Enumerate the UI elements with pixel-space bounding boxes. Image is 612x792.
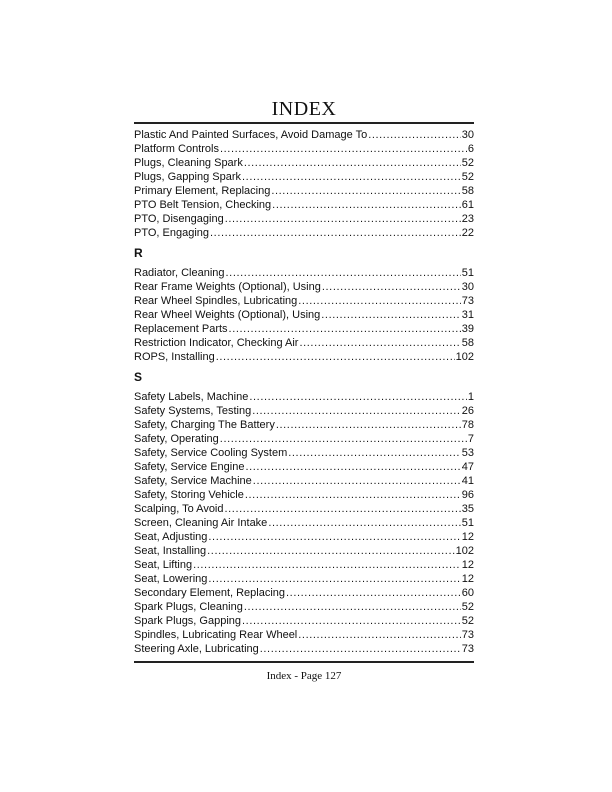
index-entry [134, 390, 474, 404]
entry-label: Scalping, To Avoid [134, 503, 224, 515]
dot-leader [252, 404, 461, 418]
entry-page-number: 12 [461, 573, 474, 585]
dot-leader [245, 460, 460, 474]
index-entry [134, 404, 474, 418]
dot-leader [220, 432, 467, 446]
dot-leader [244, 600, 461, 614]
dot-leader [220, 142, 467, 156]
entry-page-number: 73 [461, 629, 474, 641]
page-footer: Index - Page 127 [266, 670, 342, 682]
entry-page-number: 102 [455, 351, 474, 363]
dot-leader [368, 128, 461, 142]
entry-label: Safety, Charging The Battery [134, 419, 275, 431]
entry-label: Safety, Service Machine [134, 475, 252, 487]
entry-label: Seat, Lifting [134, 559, 193, 571]
entry-page-number: 52 [461, 601, 474, 613]
entry-page-number: 96 [461, 489, 474, 501]
dot-leader [208, 530, 460, 544]
entry-label: Screen, Cleaning Air Intake [134, 517, 268, 529]
entry-label: Steering Axle, Lubricating [134, 643, 259, 655]
entry-page-number: 22 [461, 227, 474, 239]
entry-page-number: 58 [461, 337, 474, 349]
index-entry [134, 642, 474, 656]
entry-label: Safety, Operating [134, 433, 219, 445]
entry-page-number: 61 [461, 199, 474, 211]
dot-leader [286, 586, 461, 600]
entry-page-number: 60 [461, 587, 474, 599]
index-entry [134, 460, 474, 474]
index-entry [134, 488, 474, 502]
dot-leader [208, 572, 460, 586]
index-entry [134, 614, 474, 628]
index-entry [134, 432, 474, 446]
index-entry [134, 572, 474, 586]
dot-leader [245, 488, 461, 502]
dot-leader [288, 446, 461, 460]
entry-page-number: 1 [467, 391, 474, 403]
entry-page-number: 7 [467, 433, 474, 445]
dot-leader [242, 170, 461, 184]
entry-label: Seat, Lowering [134, 573, 208, 585]
entry-label: Plugs, Cleaning Spark [134, 157, 243, 169]
index-entry [134, 544, 474, 558]
index-entry [134, 294, 474, 308]
index-entry [134, 170, 474, 184]
entry-page-number: 30 [461, 281, 474, 293]
entry-label: Safety, Storing Vehicle [134, 489, 244, 501]
dot-leader [225, 212, 461, 226]
dot-leader [207, 544, 454, 558]
entry-page-number: 12 [461, 559, 474, 571]
index-entry [134, 266, 474, 280]
index-entry [134, 280, 474, 294]
entry-label: Spark Plugs, Cleaning [134, 601, 243, 613]
entry-label: Seat, Adjusting [134, 531, 208, 543]
section-letter: R [134, 246, 143, 260]
entry-label: PTO, Engaging [134, 227, 210, 239]
entry-page-number: 52 [461, 157, 474, 169]
entry-label: PTO, Disengaging [134, 213, 224, 225]
entry-page-number: 52 [461, 615, 474, 627]
entry-label: Rear Frame Weights (Optional), Using [134, 281, 321, 293]
entry-page-number: 58 [461, 185, 474, 197]
entry-label: Safety, Service Engine [134, 461, 245, 473]
entry-page-number: 47 [461, 461, 474, 473]
index-entry [134, 446, 474, 460]
index-entry [134, 474, 474, 488]
entry-label: Spark Plugs, Gapping [134, 615, 242, 627]
index-entry [134, 156, 474, 170]
dot-leader [298, 628, 460, 642]
entry-label: ROPS, Installing [134, 351, 215, 363]
index-entry [134, 530, 474, 544]
entry-label: Safety Systems, Testing [134, 405, 252, 417]
index-entry [134, 184, 474, 198]
entry-page-number: 26 [461, 405, 474, 417]
entry-label: Radiator, Cleaning [134, 267, 225, 279]
entry-label: Secondary Element, Replacing [134, 587, 286, 599]
entry-label: Rear Wheel Spindles, Lubricating [134, 295, 298, 307]
entry-page-number: 6 [467, 143, 474, 155]
dot-leader [321, 308, 460, 322]
index-entry [134, 628, 474, 642]
dot-leader [229, 322, 461, 336]
entry-page-number: 30 [461, 129, 474, 141]
entry-page-number: 53 [461, 447, 474, 459]
dot-leader [249, 390, 467, 404]
entry-page-number: 35 [461, 503, 474, 515]
index-entry [134, 212, 474, 226]
dot-leader [216, 350, 455, 364]
index-entry [134, 558, 474, 572]
top-divider [134, 122, 474, 124]
index-entry [134, 516, 474, 530]
entry-page-number: 31 [461, 309, 474, 321]
index-entry [134, 586, 474, 600]
entry-label: Replacement Parts [134, 323, 228, 335]
dot-leader [244, 156, 461, 170]
entry-label: Plugs, Gapping Spark [134, 171, 242, 183]
entry-label: Seat, Installing [134, 545, 207, 557]
entry-label: Safety, Service Cooling System [134, 447, 288, 459]
index-entry [134, 308, 474, 322]
entry-label: Safety Labels, Machine [134, 391, 249, 403]
index-entries [134, 128, 474, 656]
dot-leader [271, 184, 460, 198]
dot-leader [226, 266, 461, 280]
entry-page-number: 12 [461, 531, 474, 543]
dot-leader [272, 198, 461, 212]
dot-leader [253, 474, 461, 488]
index-entry [134, 322, 474, 336]
entry-page-number: 73 [461, 643, 474, 655]
index-entry [134, 142, 474, 156]
entry-page-number: 51 [461, 267, 474, 279]
dot-leader [298, 294, 460, 308]
index-entry [134, 226, 474, 240]
page-title: INDEX [271, 98, 337, 120]
index-entry [134, 350, 474, 364]
dot-leader [299, 336, 460, 350]
entry-page-number: 52 [461, 171, 474, 183]
index-entry [134, 336, 474, 350]
entry-page-number: 23 [461, 213, 474, 225]
index-entry [134, 600, 474, 614]
entry-page-number: 51 [461, 517, 474, 529]
entry-label: Restriction Indicator, Checking Air [134, 337, 299, 349]
entry-label: Plastic And Painted Surfaces, Avoid Damage To [134, 129, 368, 141]
dot-leader [210, 226, 461, 240]
entry-label: Spindles, Lubricating Rear Wheel [134, 629, 298, 641]
dot-leader [225, 502, 461, 516]
entry-page-number: 41 [461, 475, 474, 487]
section-letter: S [134, 370, 143, 384]
dot-leader [276, 418, 461, 432]
dot-leader [242, 614, 461, 628]
entry-page-number: 78 [461, 419, 474, 431]
dot-leader [260, 642, 461, 656]
entry-page-number: 102 [455, 545, 474, 557]
index-entry [134, 198, 474, 212]
entry-label: Rear Wheel Weights (Optional), Using [134, 309, 321, 321]
dot-leader [193, 558, 461, 572]
index-entry [134, 128, 474, 142]
entry-label: Primary Element, Replacing [134, 185, 271, 197]
dot-leader [322, 280, 461, 294]
index-entry [134, 502, 474, 516]
entry-page-number: 73 [461, 295, 474, 307]
entry-label: PTO Belt Tension, Checking [134, 199, 272, 211]
index-entry [134, 418, 474, 432]
bottom-divider [134, 661, 474, 663]
entry-label: Platform Controls [134, 143, 219, 155]
dot-leader [268, 516, 460, 530]
entry-page-number: 39 [461, 323, 474, 335]
